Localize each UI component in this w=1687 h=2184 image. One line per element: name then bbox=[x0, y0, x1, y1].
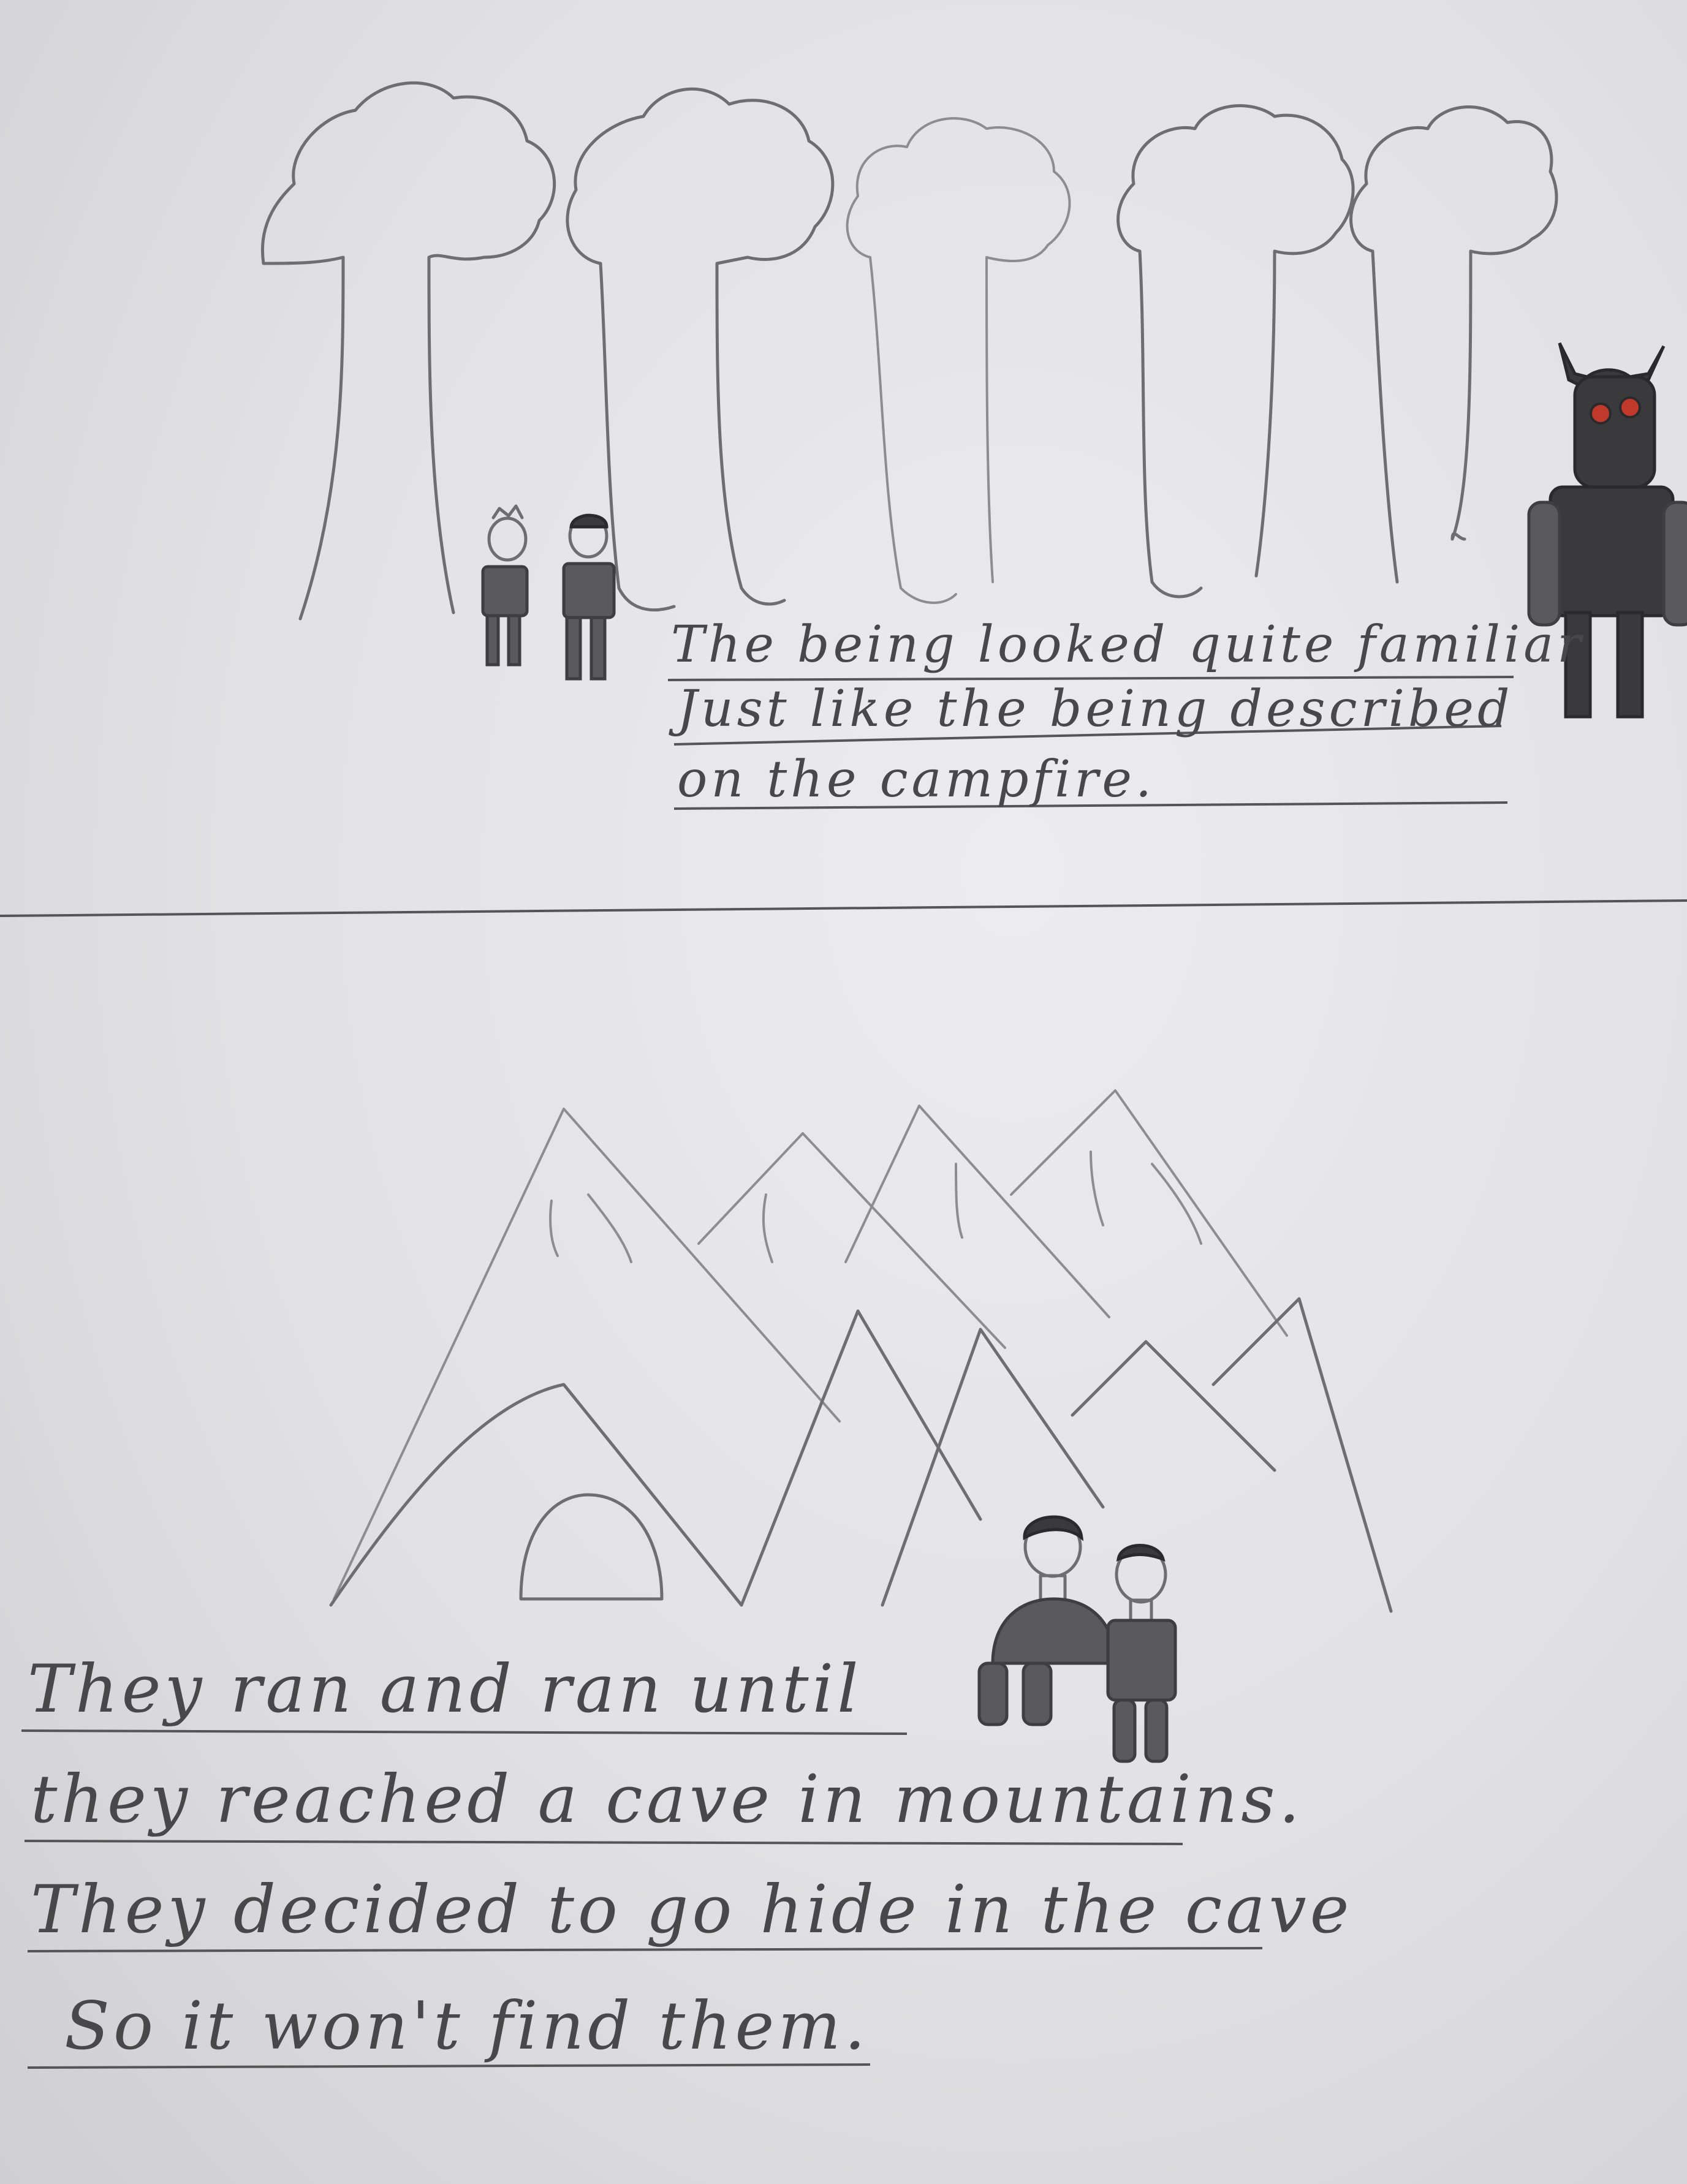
forest-trees bbox=[262, 83, 1556, 619]
bottom-caption-line-2: they reached a cave in mountains. bbox=[31, 1761, 1304, 1838]
tree-4 bbox=[1118, 106, 1354, 597]
top-caption-line-3: on the campfire. bbox=[677, 750, 1156, 809]
mountain-back-1 bbox=[334, 1109, 840, 1599]
kids-in-forest bbox=[483, 506, 614, 679]
kid-1 bbox=[483, 506, 527, 665]
mountain-front-mid-1 bbox=[741, 1311, 980, 1605]
mountain-front-mid-2 bbox=[882, 1329, 1103, 1605]
kid-3 bbox=[979, 1517, 1115, 1725]
bottom-caption-line-1: They ran and ran until bbox=[28, 1651, 862, 1728]
mountain-front-right-2 bbox=[1213, 1299, 1391, 1611]
cave-entrance bbox=[521, 1495, 662, 1599]
mountain-back-4 bbox=[1011, 1090, 1287, 1336]
tree-3 bbox=[847, 118, 1070, 603]
bottom-caption-line-4: So it won't find them. bbox=[64, 1988, 870, 2065]
kid-2 bbox=[564, 515, 614, 679]
tree-5 bbox=[1351, 107, 1556, 582]
top-caption-line-1: The being looked quite familiar bbox=[671, 616, 1585, 674]
kid-4 bbox=[1108, 1546, 1175, 1762]
mountains bbox=[331, 1090, 1391, 1611]
mountain-front-right-1 bbox=[1072, 1342, 1275, 1470]
bottom-caption-line-3: They decided to go hide in the cave bbox=[31, 1872, 1353, 1948]
panel-divider bbox=[0, 901, 1687, 916]
tree-1 bbox=[262, 83, 554, 619]
mountain-front-left bbox=[331, 1385, 741, 1605]
mountain-back-2 bbox=[699, 1133, 1005, 1348]
kids-at-cave bbox=[979, 1517, 1175, 1761]
top-caption-line-2: Just like the being described bbox=[677, 680, 1514, 738]
